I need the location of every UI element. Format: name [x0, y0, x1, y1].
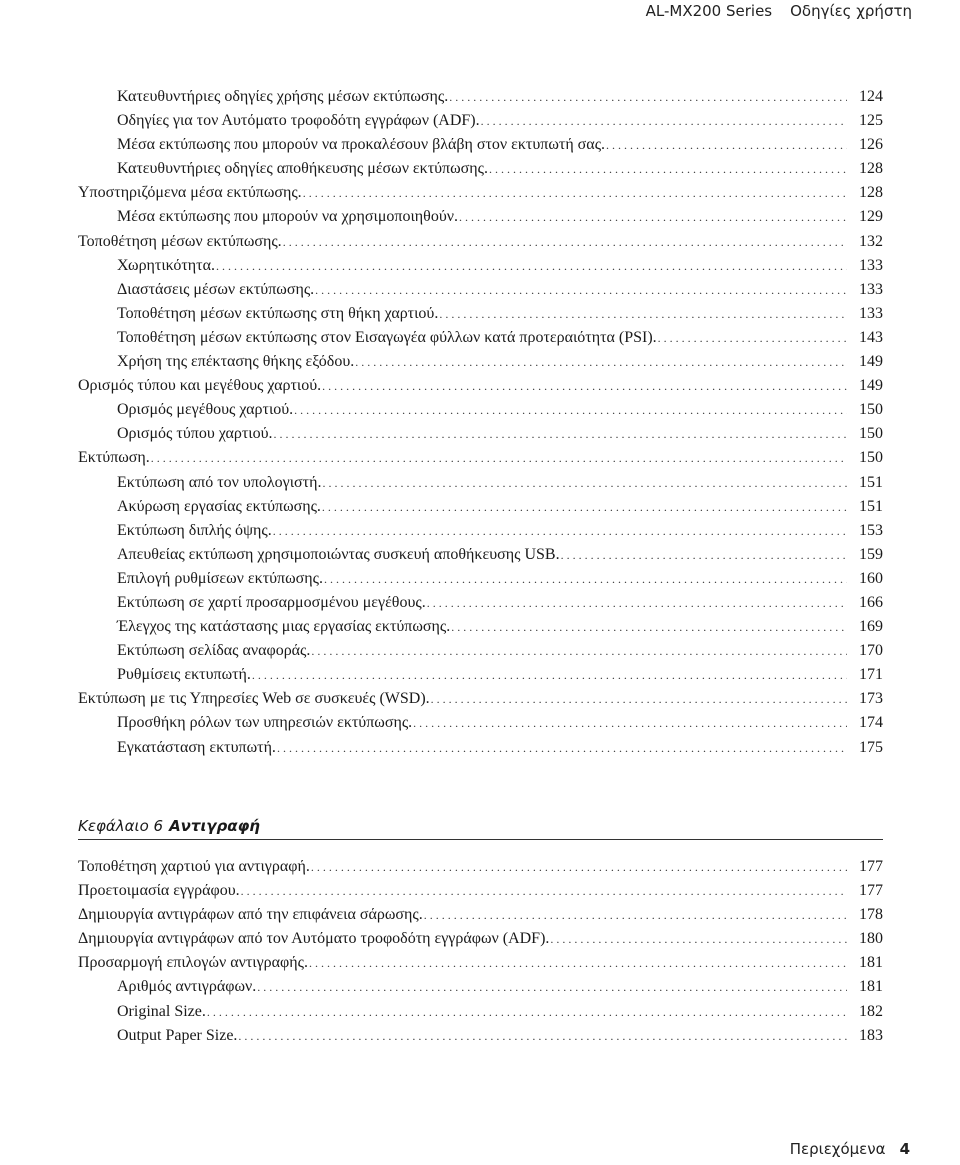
toc-entry-title: Εκτύπωση σελίδας αναφοράς. — [117, 642, 311, 660]
toc-entry-title: Κατευθυντήριες οδηγίες αποθήκευσης μέσων εκτύπωσης. — [117, 160, 488, 178]
dot-leader — [283, 230, 847, 254]
toc-entry-title: Εκτύπωση από τον υπολογιστή. — [117, 473, 322, 491]
toc-entry-title: Output Paper Size. — [117, 1026, 238, 1044]
toc-entry[interactable] — [78, 903, 883, 927]
toc-entry[interactable] — [78, 615, 883, 639]
toc-entry-title: Εκτύπωση σε χαρτί προσαρμοσμένου μεγέθους. — [117, 593, 426, 611]
toc-entry-page: 150 — [859, 425, 883, 443]
toc-entry-title: Προσαρμογή επιλογών αντιγραφής. — [78, 954, 308, 972]
page-header — [646, 0, 912, 24]
toc-entry-title: Χωρητικότητα. — [117, 256, 215, 274]
toc-entry-page: 177 — [859, 858, 883, 875]
dot-leader — [561, 543, 847, 567]
toc-entry[interactable] — [78, 133, 883, 157]
dot-leader — [207, 1000, 847, 1024]
toc-entry[interactable] — [78, 663, 883, 687]
toc-entry-page: 166 — [859, 593, 883, 611]
dot-leader — [355, 350, 847, 374]
toc-entry[interactable] — [78, 591, 883, 615]
toc-entry[interactable] — [78, 1024, 883, 1048]
dot-leader — [216, 254, 847, 278]
dot-leader — [294, 398, 847, 422]
dot-leader — [241, 879, 847, 903]
toc-entry-page: 174 — [859, 714, 883, 732]
toc-entry-page: 181 — [859, 954, 883, 972]
toc-entry-page: 128 — [859, 160, 883, 178]
dot-leader — [322, 495, 847, 519]
footer-section: Περιεχόμενα — [789, 1140, 886, 1158]
footer-page-number: 4 — [899, 1140, 910, 1158]
chapter-heading[interactable] — [78, 816, 883, 840]
toc-entry-page: 149 — [859, 377, 883, 395]
dot-leader — [481, 109, 847, 133]
toc-entry[interactable] — [78, 254, 883, 278]
toc-entry-title: Χρήση της επέκτασης θήκης εξόδου. — [117, 353, 355, 371]
toc-list-part2 — [78, 855, 883, 1048]
toc-entry[interactable] — [78, 495, 883, 519]
toc-entry-page: 173 — [859, 690, 883, 708]
dot-leader — [413, 711, 847, 735]
toc-entry-title: Προσθήκη ρόλων των υπηρεσιών εκτύπωσης. — [117, 714, 413, 732]
chapter-title: Αντιγραφή — [169, 817, 260, 835]
toc-entry[interactable] — [78, 205, 883, 229]
dot-leader — [606, 133, 847, 157]
toc-entry-page: 170 — [859, 642, 883, 660]
dot-leader — [322, 471, 847, 495]
toc-entry-page: 178 — [859, 906, 883, 924]
toc-entry-title: Επιλογή ρυθμίσεων εκτύπωσης. — [117, 569, 323, 587]
dot-leader — [315, 278, 847, 302]
dot-leader — [311, 639, 847, 663]
toc-entry[interactable] — [78, 85, 883, 109]
toc-entry-title: Ακύρωση εργασίας εκτύπωσης. — [117, 497, 321, 515]
toc-entry[interactable] — [78, 350, 883, 374]
toc-entry-title: Εγκατάσταση εκτυπωτή. — [117, 738, 276, 756]
dot-leader — [439, 302, 847, 326]
toc-entry[interactable] — [78, 302, 883, 326]
dot-leader — [322, 374, 847, 398]
toc-entry-page: 129 — [859, 208, 883, 226]
dot-leader — [151, 446, 847, 470]
toc-entry[interactable] — [78, 181, 883, 205]
toc-entry[interactable] — [78, 736, 883, 760]
toc-entry-title: Ορισμός μεγέθους χαρτιού. — [117, 401, 294, 419]
toc-entry-page: 159 — [859, 545, 883, 563]
toc-entry[interactable] — [78, 374, 883, 398]
dot-leader — [273, 519, 847, 543]
toc-entry[interactable] — [78, 639, 883, 663]
dot-leader — [274, 422, 847, 446]
toc-entry-page: 182 — [859, 1002, 883, 1020]
toc-entry[interactable] — [78, 109, 883, 133]
toc-entry[interactable] — [78, 278, 883, 302]
dot-leader — [658, 326, 847, 350]
toc-entry-title: Οδηγίες για τον Αυτόματο τροφοδότη εγγράφων (ADF). — [117, 112, 480, 130]
dot-leader — [427, 591, 847, 615]
dot-leader — [238, 1024, 847, 1048]
toc-entry-title: Ορισμός τύπου χαρτιού. — [117, 425, 273, 443]
product-name: AL-MX200 Series — [645, 2, 773, 20]
toc-entry-page: 175 — [859, 738, 883, 756]
toc-entry[interactable] — [78, 398, 883, 422]
dot-leader — [257, 975, 847, 999]
toc-entry-page: 169 — [859, 618, 883, 636]
toc-entry[interactable] — [78, 975, 883, 999]
dot-leader — [449, 85, 847, 109]
toc-entry-title: Δημιουργία αντιγράφων από την επιφάνεια σάρωσης. — [78, 906, 423, 924]
toc-entry-page: 133 — [859, 256, 883, 274]
toc-entry-title: Προετοιμασία εγγράφου. — [78, 882, 240, 900]
toc-entry-title: Τοποθέτηση μέσων εκτύπωσης στον Εισαγωγέα φύλλων κατά προτεραιότητα (PSI). — [117, 328, 657, 346]
toc-entry-page: 133 — [859, 304, 883, 322]
toc-entry-page: 125 — [859, 112, 883, 130]
toc-entry-title: Έλεγχος της κατάστασης μιας εργασίας εκτύπωσης. — [117, 618, 451, 636]
toc-entry-title: Ορισμός τύπου και μεγέθους χαρτιού. — [78, 377, 322, 395]
toc-entry[interactable] — [78, 157, 883, 181]
toc-entry-page: 160 — [859, 569, 883, 587]
dot-leader — [550, 927, 847, 951]
dot-leader — [309, 951, 847, 975]
toc-entry[interactable] — [78, 1000, 883, 1024]
toc-entry[interactable] — [78, 687, 883, 711]
toc-entry-title: Τοποθέτηση μέσων εκτύπωσης στη θήκη χαρτιού. — [117, 304, 439, 322]
dot-leader — [252, 663, 847, 687]
toc-entry[interactable] — [78, 422, 883, 446]
toc-entry-title: Υποστηριζόμενα μέσα εκτύπωσης. — [78, 184, 302, 202]
toc-entry-page: 151 — [859, 473, 883, 491]
toc-list-part1 — [78, 85, 883, 760]
dot-leader — [459, 205, 847, 229]
toc-entry-page: 124 — [859, 88, 883, 105]
dot-leader — [324, 567, 847, 591]
toc-entry-page: 180 — [859, 930, 883, 948]
dot-leader — [277, 736, 847, 760]
toc-entry-page: 150 — [859, 401, 883, 419]
page-footer — [790, 1140, 910, 1158]
toc-entry-title: Τοποθέτηση χαρτιού για αντιγραφή. — [78, 858, 310, 875]
toc-entry-page: 126 — [859, 136, 883, 154]
toc-entry-title: Δημιουργία αντιγράφων από τον Αυτόματο τροφοδότη εγγράφων (ADF). — [78, 930, 550, 948]
toc-entry-title: Εκτύπωση. — [78, 449, 150, 467]
dot-leader — [303, 181, 847, 205]
toc-entry-page: 177 — [859, 882, 883, 900]
toc-entry[interactable] — [78, 519, 883, 543]
dot-leader — [431, 687, 847, 711]
dot-leader — [489, 157, 847, 181]
toc-entry[interactable] — [78, 543, 883, 567]
dot-leader — [451, 615, 847, 639]
toc-entry-title: Εκτύπωση διπλής όψης. — [117, 521, 272, 539]
toc-entry-page: 150 — [859, 449, 883, 467]
dot-leader — [424, 903, 847, 927]
toc-entry-page: 132 — [859, 232, 883, 250]
toc-entry[interactable] — [78, 855, 883, 879]
toc-entry-page: 181 — [859, 978, 883, 996]
toc-entry-title: Μέσα εκτύπωσης που μπορούν να χρησιμοποιηθούν. — [117, 208, 458, 226]
toc-entry-title: Ρυθμίσεις εκτυπωτή. — [117, 666, 251, 684]
toc-entry[interactable] — [78, 230, 883, 254]
dot-leader — [311, 855, 847, 879]
toc-entry-title: Απευθείας εκτύπωση χρησιμοποιώντας συσκευή αποθήκευσης USB. — [117, 545, 560, 563]
toc-entry-page: 183 — [859, 1026, 883, 1044]
chapter-label: Κεφάλαιο 6 — [78, 817, 164, 835]
toc-entry-title: Κατευθυντήριες οδηγίες χρήσης μέσων εκτύπωσης. — [117, 88, 449, 105]
toc-entry-title: Τοποθέτηση μέσων εκτύπωσης. — [78, 232, 282, 250]
toc-entry-title: Μέσα εκτύπωσης που μπορούν να προκαλέσουν βλάβη στον εκτυπωτή σας. — [117, 136, 606, 154]
toc-entry[interactable] — [78, 927, 883, 951]
toc-entry[interactable] — [78, 471, 883, 495]
toc-entry[interactable] — [78, 446, 883, 470]
toc-entry-page: 149 — [859, 353, 883, 371]
toc-entry-title: Εκτύπωση με τις Υπηρεσίες Web σε συσκευές (WSD). — [78, 690, 430, 708]
toc-entry[interactable] — [78, 879, 883, 903]
toc-entry-page: 151 — [859, 497, 883, 515]
toc-entry-title: Διαστάσεις μέσων εκτύπωσης. — [117, 280, 315, 298]
toc-entry-page: 153 — [859, 521, 883, 539]
toc-entry[interactable] — [78, 711, 883, 735]
toc-entry[interactable] — [78, 567, 883, 591]
toc-entry-page: 171 — [859, 666, 883, 684]
guide-name: Οδηγίες χρήστη — [790, 2, 912, 20]
toc-entry[interactable] — [78, 326, 883, 350]
toc-entry-page: 143 — [859, 328, 883, 346]
toc-entry-title: Original Size. — [117, 1002, 206, 1020]
toc-entry[interactable] — [78, 951, 883, 975]
toc-entry-title: Αριθμός αντιγράφων. — [117, 978, 257, 996]
toc-entry-page: 133 — [859, 280, 883, 298]
toc-entry-page: 128 — [859, 184, 883, 202]
